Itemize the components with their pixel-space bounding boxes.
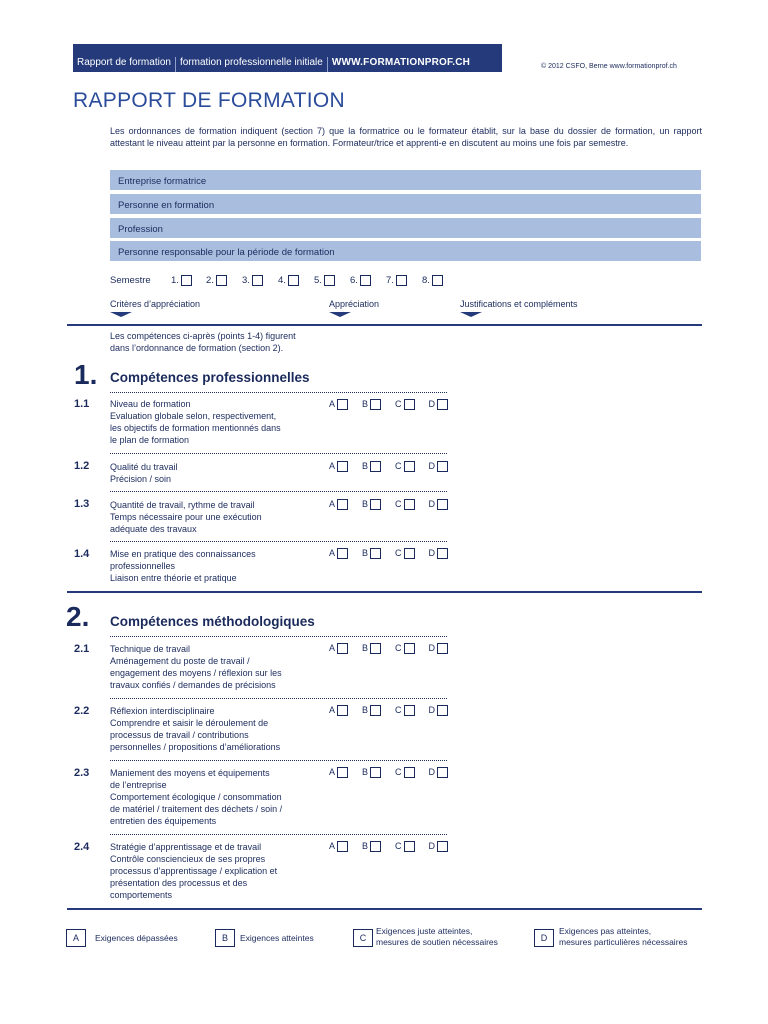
criterion-desc: Liaison entre théorie et pratique [110,573,237,583]
criterion-title: Réflexion interdisciplinaire [110,706,215,716]
grade-b-checkbox[interactable]: B [362,767,381,778]
field-responsible[interactable] [110,241,701,261]
field-company-label: Entreprise formatrice [118,176,207,187]
legend-b-box: B [215,929,235,947]
criterion-desc: Evaluation globale selon, respectivement, les objectifs de formation mentionnés dans le plan de formation [110,411,281,445]
column-justification: Justifications et compléments [460,299,578,309]
grade-options [329,841,462,852]
criterion-desc: Comprendre et saisir le déroulement de processus de travail / contributions personnelles / propositions d’améliorations [110,718,281,752]
legend-d-box: D [534,929,554,947]
item-number: 1.1 [74,398,90,410]
grade-options [329,643,462,654]
semester-4[interactable]: 4. [278,275,299,286]
criterion [110,841,320,901]
grade-b-checkbox[interactable]: B [362,841,381,852]
grade-options [329,767,462,778]
criterion-desc: Temps nécessaire pour une exécution adéquate des travaux [110,512,262,534]
grade-b-checkbox[interactable]: B [362,643,381,654]
grade-a-checkbox[interactable]: A [329,767,348,778]
grade-options [329,548,462,559]
criterion-desc: Comportement écologique / consommation de matériel / traitement des déchets / soin / entretien des équipements [110,792,283,826]
intro-paragraph: Les ordonnances de formation indiquent (section 7) que la formatrice ou le formateur établit, sur la base du dossier de formation, un rapport attestant le niveau atteint par la personne en formation. Formateur/trice et apprenti-e en discutent au moins une fois par semestre. [110,126,702,148]
criterion-title: Maniement des moyens et équipements de l’entreprise [110,768,270,790]
header-segment-training: formation professionnelle initiale [176,57,328,72]
legend-a-text: Exigences dépassées [95,933,178,943]
semester-6[interactable]: 6. [350,275,371,286]
criterion-title: Quantité de travail, rythme de travail [110,500,255,510]
field-company[interactable] [110,170,701,190]
section-number: 1. [74,359,98,390]
semester-7[interactable]: 7. [386,275,407,286]
divider [67,324,702,326]
arrow-down-icon [110,312,132,317]
semester-3[interactable]: 3. [242,275,263,286]
item-number: 1.2 [74,460,90,472]
divider [110,636,447,637]
semester-label: Semestre [110,275,151,286]
divider [67,591,702,593]
semester-5[interactable]: 5. [314,275,335,286]
grade-c-checkbox[interactable]: C [395,767,415,778]
grade-c-checkbox[interactable]: C [395,705,415,716]
grade-a-checkbox[interactable]: A [329,548,348,559]
semester-8[interactable]: 8. [422,275,443,286]
copyright-text: © 2012 CSFO, Berne www.formationprof.ch [541,63,677,70]
divider [110,541,447,542]
criterion-title: Stratégie d’apprentissage et de travail [110,842,262,852]
grade-d-checkbox[interactable]: D [429,461,449,472]
grade-a-checkbox[interactable]: A [329,841,348,852]
section-number: 2. [66,601,90,632]
section-title: Compétences méthodologiques [110,614,315,629]
grade-a-checkbox[interactable]: A [329,705,348,716]
criterion [110,705,320,753]
criterion-title: Technique de travail [110,644,191,654]
grade-c-checkbox[interactable]: C [395,643,415,654]
arrow-down-icon [329,312,351,317]
criterion [110,643,320,691]
grade-c-checkbox[interactable]: C [395,841,415,852]
page-title: RAPPORT DE FORMATION [73,89,346,112]
grade-options [329,399,462,410]
item-number: 1.4 [74,548,90,560]
item-number: 2.1 [74,643,90,655]
semester-2[interactable]: 2. [206,275,227,286]
grade-d-checkbox[interactable]: D [429,399,449,410]
grade-d-checkbox[interactable]: D [429,643,449,654]
grade-c-checkbox[interactable]: C [395,399,415,410]
criterion [110,548,320,584]
divider [110,698,447,699]
grade-c-checkbox[interactable]: C [395,548,415,559]
criterion-desc: Aménagement du poste de travail / engagement des moyens / réflexion sur les travaux confiés / demandes de précisions [110,656,282,690]
divider [110,453,447,454]
grade-a-checkbox[interactable]: A [329,643,348,654]
criterion-desc: Contrôle consciencieux de ses propres processus d’apprentissage / explication et présentation des processus et des comportements [110,854,278,900]
grade-c-checkbox[interactable]: C [395,499,415,510]
header-segment-report: Rapport de formation [73,57,176,72]
grade-b-checkbox[interactable]: B [362,461,381,472]
field-trainee[interactable] [110,194,701,214]
grade-a-checkbox[interactable]: A [329,399,348,410]
divider [110,834,447,835]
divider [110,392,447,393]
header-bar [73,44,502,72]
field-profession[interactable] [110,218,701,238]
grade-b-checkbox[interactable]: B [362,399,381,410]
column-criteria: Critères d’appréciation [110,299,201,309]
grade-options [329,461,462,472]
legend-b-text: Exigences atteintes [240,933,314,943]
criterion [110,398,320,446]
grade-b-checkbox[interactable]: B [362,705,381,716]
criterion-title: Qualité du travail [110,462,178,472]
item-number: 2.3 [74,767,90,779]
criterion-title: Mise en pratique des connaissances professionnelles [110,549,256,571]
legend-c-text: Exigences juste atteintes, mesures de soutien nécessaires [376,926,498,947]
item-number: 2.4 [74,841,90,853]
criterion [110,461,320,485]
divider [110,491,447,492]
grade-d-checkbox[interactable]: D [429,705,449,716]
competences-note: Les compétences ci-après (points 1-4) figurent dans l’ordonnance de formation (section 2). [110,331,296,353]
grade-d-checkbox[interactable]: D [429,841,449,852]
grade-c-checkbox[interactable]: C [395,461,415,472]
grade-d-checkbox[interactable]: D [429,548,449,559]
legend-a-box: A [66,929,86,947]
grade-d-checkbox[interactable]: D [429,767,449,778]
grade-options [329,705,462,716]
arrow-down-icon [460,312,482,317]
divider [110,760,447,761]
criterion [110,499,320,535]
field-responsible-label: Personne responsable pour la période de formation [118,247,335,258]
grade-b-checkbox[interactable]: B [362,548,381,559]
legend-c-box: C [353,929,373,947]
header-segment-website[interactable]: WWW.FORMATIONPROF.CH [331,57,471,68]
item-number: 1.3 [74,498,90,510]
field-trainee-label: Personne en formation [118,200,215,211]
criterion-desc: Précision / soin [110,474,172,484]
divider [67,908,702,910]
grade-b-checkbox[interactable]: B [362,499,381,510]
grade-options [329,499,462,510]
item-number: 2.2 [74,705,90,717]
grade-a-checkbox[interactable]: A [329,499,348,510]
semester-1[interactable]: 1. [171,275,192,286]
column-assessment: Appréciation [329,299,380,309]
section-title: Compétences professionnelles [110,370,310,385]
grade-a-checkbox[interactable]: A [329,461,348,472]
criterion [110,767,320,827]
criterion-title: Niveau de formation [110,399,191,409]
legend-d-text: Exigences pas atteintes, mesures particulières nécessaires [559,926,688,947]
field-profession-label: Profession [118,224,163,235]
grade-d-checkbox[interactable]: D [429,499,449,510]
